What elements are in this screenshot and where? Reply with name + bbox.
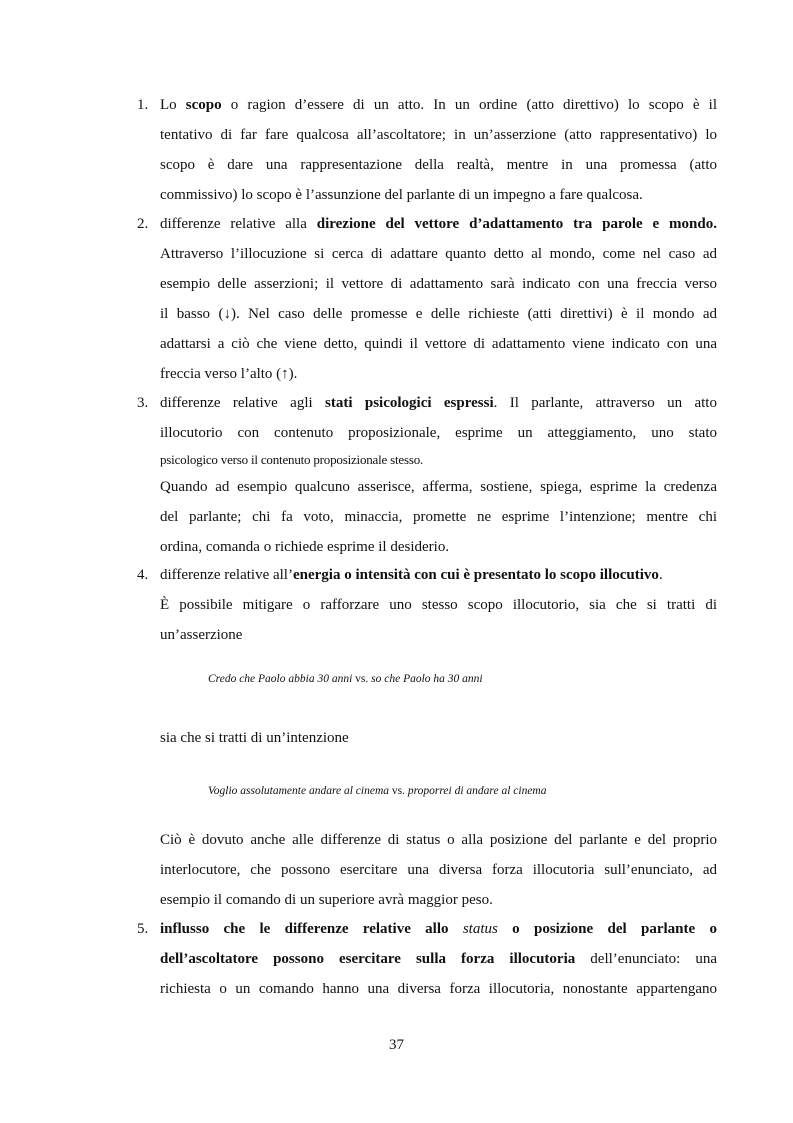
text-line: Quando ad esempio qualcuno asserisce, afferma, sostiene, spiega, esprime la credenza <box>160 479 717 495</box>
text-line: differenze relative alla direzione del vettore d’adattamento tra parole e mondo. <box>160 216 717 232</box>
text-line: il basso (↓). Nel caso delle promesse e delle richieste (atti direttivi) è il mondo ad <box>160 306 717 322</box>
text-line: ordina, comanda o richiede esprime il desiderio. <box>160 539 450 555</box>
text-line: psicologico verso il contenuto proposizionale stesso. <box>160 452 424 467</box>
text-line: adattarsi a ciò che viene detto, quindi il vettore di adattamento viene indicato con una <box>160 336 717 352</box>
bold-term: scopo <box>185 97 222 113</box>
text-line: commissivo) lo scopo è l’assunzione del parlante di un impegno a fare qualcosa. <box>160 187 643 203</box>
list-number: 2. <box>137 216 149 232</box>
example-sentence-1: Credo che Paolo abbia 30 anni vs. so che Paolo ha 30 anni <box>208 673 483 685</box>
text-line: Ciò è dovuto anche alle differenze di status o alla posizione del parlante e del proprio <box>160 832 717 848</box>
text-line: esempio delle asserzioni; il vettore di adattamento sarà indicato con una freccia verso <box>160 276 717 292</box>
bold-term: o posizione del parlante o <box>497 921 717 937</box>
text-line: sia che si tratti di un’intenzione <box>160 730 349 746</box>
list-item-1 <box>160 90 717 210</box>
bold-term: direzione del vettore d’adattamento tra parole e mondo. <box>316 216 717 232</box>
text-line <box>160 914 717 944</box>
text-line: differenze relative agli stati psicologici espressi. Il parlante, attraverso un atto <box>160 395 717 411</box>
list-item-4 <box>160 560 717 650</box>
text-line: Attraverso l’illocuzione si cerca di adattare quanto detto al mondo, come nel caso ad <box>160 246 717 262</box>
text-line: freccia verso l’alto (↑). <box>160 366 298 382</box>
text-line: interlocutore, che possono esercitare una diversa forza illocutoria sull’enunciato, ad <box>160 862 717 878</box>
text-line: È possibile mitigare o rafforzare uno stesso scopo illocutorio, sia che si tratti di <box>160 597 717 613</box>
example-sentence-2: Voglio assolutamente andare al cinema vs. proporrei di andare al cinema <box>208 785 547 797</box>
list-number: 3. <box>137 395 149 411</box>
list-item-3 <box>160 388 717 562</box>
bold-term: dell’ascoltatore possono esercitare sulla forza illocutoria <box>160 951 576 967</box>
text-line: scopo è dare una rappresentazione della realtà, mentre in una promessa (atto <box>160 157 717 173</box>
text-line: richiesta o un comando hanno una diversa forza illocutoria, nonostante appartengano <box>160 981 717 997</box>
list-item-5 <box>160 914 717 1004</box>
text-line: esempio il comando di un superiore avrà maggior peso. <box>160 892 493 908</box>
bold-term: stati psicologici espressi <box>325 395 494 411</box>
text-line: del parlante; chi fa voto, minaccia, promette ne esprime l’intenzione; mentre chi <box>160 509 717 525</box>
text-line: differenze relative all’energia o intensità con cui è presentato lo scopo illocutivo. <box>160 567 663 583</box>
text-line: tentativo di far fare qualcosa all’ascoltatore; in un’asserzione (atto rappresentativo) lo <box>160 127 717 143</box>
bold-term: energia o intensità con cui è presentato lo scopo illocutivo <box>292 567 659 583</box>
bold-term: influsso che le differenze relative allo <box>160 921 463 937</box>
text-line: illocutorio con contenuto proposizionale, esprime un atteggiamento, uno stato <box>160 425 717 441</box>
text-line: Lo scopo o ragion d’essere di un atto. In un ordine (atto direttivo) lo scopo è il <box>160 97 717 113</box>
list-number: 1. <box>137 97 149 113</box>
text-line: un’asserzione <box>160 627 243 643</box>
page-number: 37 <box>389 1037 404 1053</box>
list-number: 4. <box>137 567 149 583</box>
list-item-4-continued <box>160 825 717 915</box>
italic-term: status <box>462 921 498 937</box>
text-line: dell’ascoltatore possono esercitare sulla forza illocutoria dell’enunciato: una <box>160 951 717 967</box>
list-number: 5. <box>137 921 149 937</box>
list-item-2 <box>160 209 717 389</box>
